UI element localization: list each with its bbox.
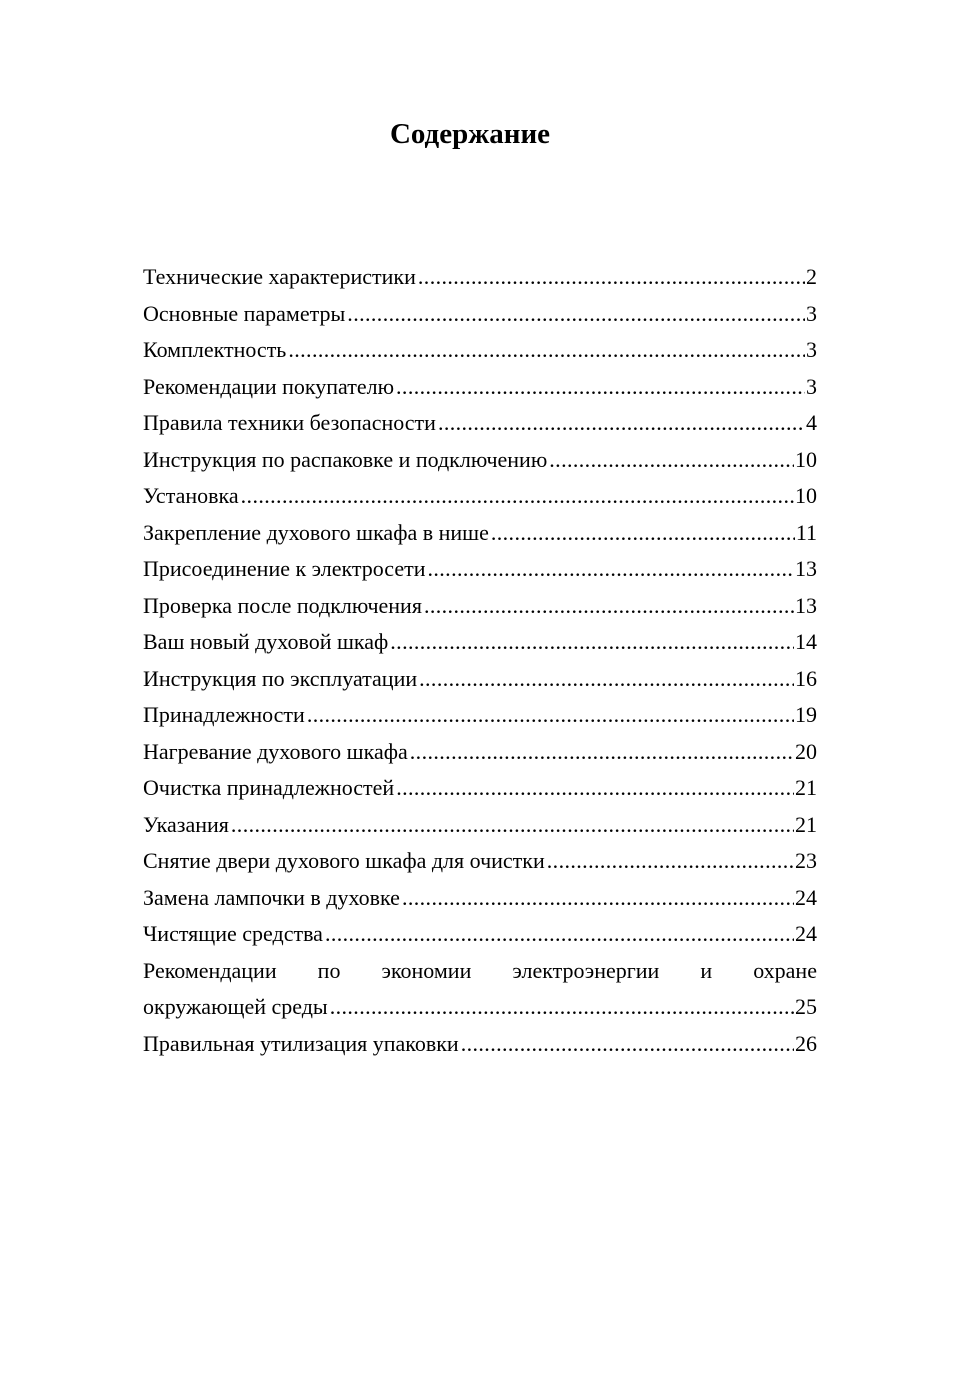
- toc-entry[interactable]: [143, 478, 817, 515]
- toc-entry-label: Инструкция по распаковке и подключению: [143, 446, 548, 472]
- toc-entry-label: окружающей среды: [143, 994, 328, 1019]
- toc-entry-label: Инструкция по эксплуатации: [143, 665, 418, 691]
- toc-entry[interactable]: [143, 624, 817, 661]
- toc-entry-label: Правильная утилизация упаковки: [143, 1030, 459, 1056]
- toc-entry[interactable]: [143, 953, 817, 1026]
- toc-entry-label: Замена лампочки в духовке: [143, 884, 400, 910]
- toc-entry-word: охране: [753, 957, 817, 983]
- toc-entry-page: 13: [795, 556, 817, 581]
- toc-entry-page: 10: [795, 446, 817, 472]
- dot-leader: [330, 989, 794, 1026]
- toc-entry-page: 21: [795, 775, 817, 800]
- dot-leader: [307, 697, 794, 734]
- dot-leader: [438, 405, 805, 442]
- dot-leader: [390, 624, 794, 661]
- toc-entry-word: экономии: [381, 957, 472, 983]
- page-title: Содержание: [389, 118, 551, 150]
- toc-entry-word: электроэнергии: [512, 957, 660, 983]
- toc-entry-page: 26: [795, 1030, 817, 1056]
- toc-entry[interactable]: [143, 551, 817, 588]
- toc-entry-page: 3: [806, 300, 817, 326]
- dot-leader: [419, 661, 794, 698]
- toc-entry-label: Комплектность: [143, 337, 287, 362]
- toc-entry-word: и: [700, 957, 713, 983]
- toc-entry-page: 3: [806, 337, 817, 362]
- toc-entry[interactable]: [143, 332, 817, 369]
- toc-entry-label: Очистка принадлежностей: [143, 775, 395, 800]
- dot-leader: [418, 259, 805, 296]
- toc-entry-label: Принадлежности: [143, 702, 305, 727]
- dot-leader: [491, 515, 795, 552]
- dot-leader: [325, 916, 794, 953]
- dot-leader: [288, 332, 805, 369]
- toc-entry[interactable]: [143, 588, 817, 625]
- toc-entry-label: Присоединение к электросети: [143, 556, 426, 581]
- toc-entry[interactable]: [143, 880, 817, 917]
- toc-entry-label: Ваш новый духовой шкаф: [143, 629, 389, 654]
- toc-entry-page: 24: [795, 884, 817, 910]
- toc-entry[interactable]: [143, 1026, 817, 1063]
- toc-entry[interactable]: [143, 515, 817, 552]
- toc-entry[interactable]: [143, 369, 817, 406]
- toc-entry[interactable]: [143, 405, 817, 442]
- toc-entry-first-line: [143, 953, 817, 990]
- toc-entry-page: 23: [795, 848, 817, 873]
- dot-leader: [347, 296, 805, 333]
- toc-entry-page: 21: [795, 811, 817, 837]
- toc-entry-page: 20: [795, 738, 817, 764]
- dot-leader: [461, 1026, 794, 1063]
- toc-entry-page: 3: [806, 373, 817, 399]
- toc-entry[interactable]: [143, 442, 817, 479]
- toc-entry-page: 11: [795, 519, 817, 545]
- toc-entry[interactable]: [143, 661, 817, 698]
- toc-entry[interactable]: [143, 259, 817, 296]
- toc-entry-label: Чистящие средства: [143, 921, 323, 946]
- dot-leader: [402, 880, 794, 917]
- toc-entry[interactable]: [143, 843, 817, 880]
- dot-leader: [396, 770, 794, 807]
- toc-entry-page: 13: [795, 592, 817, 618]
- toc-entry[interactable]: [143, 734, 817, 771]
- toc-entry[interactable]: [143, 770, 817, 807]
- toc-entry-label: Технические характеристики: [143, 264, 416, 289]
- toc-entry-page: 10: [795, 483, 817, 508]
- toc-entry[interactable]: [143, 296, 817, 333]
- toc-entry-page: 25: [795, 994, 817, 1019]
- toc-entry-page: 14: [795, 629, 817, 654]
- toc-entry-page: 4: [806, 410, 817, 435]
- toc-entry-label: Основные параметры: [143, 300, 346, 326]
- dot-leader: [547, 843, 794, 880]
- dot-leader: [410, 734, 794, 771]
- toc-entry-word: по: [317, 957, 341, 983]
- toc-entry-label: Проверка после подключения: [143, 592, 422, 618]
- table-of-contents: [143, 259, 817, 1062]
- toc-entry-label: Рекомендации покупателю: [143, 373, 395, 399]
- toc-entry-label: Закрепление духового шкафа в нише: [143, 519, 489, 545]
- toc-entry-page: 24: [795, 921, 817, 946]
- toc-entry-page: 2: [806, 264, 817, 289]
- toc-entry[interactable]: [143, 916, 817, 953]
- toc-entry-label: Установка: [143, 483, 239, 508]
- toc-entry-page: 19: [795, 702, 817, 727]
- toc-entry-label: Указания: [143, 811, 229, 837]
- dot-leader: [427, 551, 794, 588]
- dot-leader: [549, 442, 794, 479]
- toc-entry-word: Рекомендации: [143, 957, 277, 983]
- toc-entry[interactable]: [143, 807, 817, 844]
- toc-entry-label: Нагревание духового шкафа: [143, 738, 408, 764]
- toc-entry-second-line: [143, 989, 817, 1026]
- toc-entry-page: 16: [795, 665, 817, 691]
- dot-leader: [241, 478, 794, 515]
- toc-entry-label: Правила техники безопасности: [143, 410, 436, 435]
- toc-entry-label: Снятие двери духового шкафа для очистки: [143, 848, 545, 873]
- dot-leader: [396, 369, 805, 406]
- toc-entry[interactable]: [143, 697, 817, 734]
- dot-leader: [231, 807, 794, 844]
- dot-leader: [424, 588, 794, 625]
